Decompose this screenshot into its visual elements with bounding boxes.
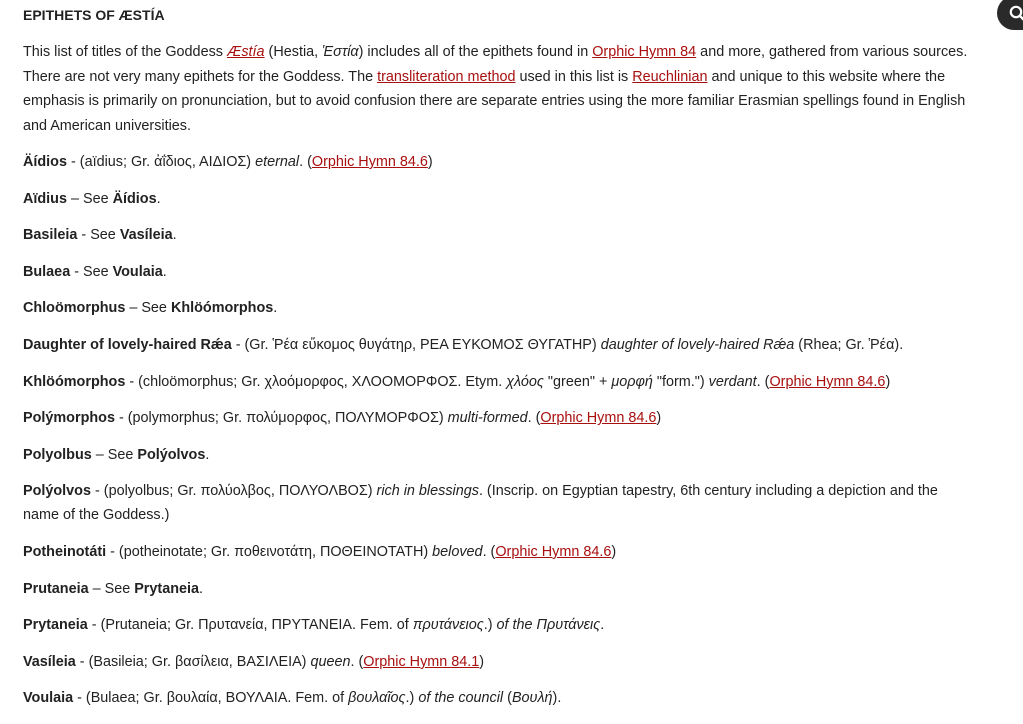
entry-text: - (aïdius; Gr. ἀΐδιος, ΑΙΔΙΟΣ) (66, 154, 256, 170)
see-reference: Äídios (112, 190, 157, 207)
intro-text: ) includes all of the epithets found in (358, 44, 593, 60)
orphic-hymn-link[interactable]: Orphic Hymn 84.6 (311, 154, 428, 170)
epithet-definition: of the Πρυτάνεις (496, 617, 601, 634)
epithet-term: Khlöómorphos (23, 373, 126, 390)
epithet-term: Äídios (23, 154, 67, 170)
entry-text: – See (125, 300, 171, 317)
entry-text: - See (70, 263, 113, 280)
entry-text: ( (503, 690, 512, 707)
entry-text: - (potheinotate; Gr. ποθεινοτάτη, ΠΟΘΕΙΝΟΤΑΤΗ) (106, 543, 433, 560)
entry-text: . (600, 617, 605, 634)
entry-text: "green" + (543, 373, 612, 390)
entry-text: - (Gr. Ῥέα εὔκομος θυγάτηρ, ΡΕΑ ΕΥΚΟΜΟΣ ΘΥΓΑΤΗΡ) (231, 336, 601, 353)
entry-text: . (Inscrip. on Egyptian tapestry, 6th century including a depiction and the name of the Goddess.) (23, 483, 938, 524)
epithet-term: Polyolbus (23, 446, 92, 463)
intro-text: used in this list is (515, 68, 633, 85)
epithet-entry-potheinotati (23, 540, 968, 564)
epithet-definition: of the council (418, 690, 504, 707)
entry-text: ) (656, 410, 662, 427)
epithet-term: Prytaneia (23, 617, 88, 634)
epithet-term: Bulaea (23, 263, 71, 280)
entry-text: . (162, 263, 167, 280)
entry-text: ) (885, 373, 891, 390)
epithet-term: Potheinotáti (23, 543, 107, 560)
entry-text: . (273, 300, 278, 317)
epithet-term: Aïdius (23, 190, 67, 207)
epithet-term: Polýolvos (23, 483, 91, 500)
entry-text: ). (552, 690, 562, 707)
epithet-entry-khloomorphos (23, 370, 968, 394)
intro-text: and unique to this website where the emphasis is primarily on pronunciation, but to avoid confusion there are separate entries using the more familiar Erasmian spellings found in English and American universities. (23, 68, 966, 134)
orphic-hymn-link[interactable]: Orphic Hymn 84.6 (540, 410, 657, 427)
epithet-definition: daughter of lovely-haired Rǽa (600, 336, 795, 353)
greek-word: μορφή (611, 373, 653, 390)
epithet-term: Voulaia (23, 690, 74, 707)
orphic-hymn-link[interactable]: Orphic Hymn 84.1 (363, 653, 480, 670)
greek-word: πρυτάνειος (412, 617, 484, 634)
see-reference: Voulaia (112, 263, 163, 280)
epithet-entry-prutaneia (23, 577, 968, 601)
entry-text: – See (91, 446, 138, 463)
epithet-entry-polyolbus (23, 443, 968, 467)
entry-text: . (199, 580, 203, 597)
entry-text: . (172, 227, 177, 244)
epithet-entry-polymorphos (23, 406, 968, 430)
entry-text: .) (405, 690, 419, 707)
entry-text: - (Prutaneia; Gr. Πρυτανεία, ΠΡΥΤΑΝΕΙΑ. Fem. of (87, 617, 413, 634)
entry-text: ) (479, 653, 485, 670)
epithet-definition: eternal (255, 154, 300, 170)
epithet-list (23, 150, 968, 723)
epithet-entry-prytaneia (23, 613, 968, 637)
search-button[interactable] (997, 0, 1023, 30)
epithet-definition: rich in blessings (376, 483, 479, 500)
entry-text: – See (66, 190, 113, 207)
entry-text: . (205, 446, 210, 463)
search-icon (1009, 5, 1023, 23)
entry-text: "form.") (652, 373, 709, 390)
see-reference: Vasíleia (119, 227, 173, 244)
epithet-entry-chloomorphus (23, 296, 968, 320)
epithet-term: Chloömorphus (23, 300, 126, 317)
epithet-entry-voulaia (23, 686, 968, 710)
intro-text: and more, gathered from various sources. There are not very many epithets for the Goddess. The (23, 44, 968, 85)
epithet-entry-daughter (23, 333, 968, 357)
entry-text: . ( (756, 373, 770, 390)
entry-text: - (Basileia; Gr. βασίλεια, ΒΑΣΙΛΕΙΑ) (75, 653, 311, 670)
greek-word: βουλαῖος (348, 690, 406, 707)
epithet-entry-aidius (23, 187, 968, 211)
greek-word: Βουλή (511, 690, 553, 707)
epithet-term: Daughter of lovely-haired Rǽa (23, 336, 232, 353)
reuchlinian-link[interactable]: Reuchlinian (632, 68, 708, 85)
see-reference: Khlöómorphos (170, 300, 274, 317)
intro-paragraph (23, 40, 968, 138)
epithet-entry-aidios (23, 150, 968, 174)
epithet-definition: queen (310, 653, 351, 670)
entry-text: - (polyolbus; Gr. πολύολβος, ΠΟΛΥΟΛΒΟΣ) (90, 483, 377, 500)
epithet-term: Vasíleia (23, 653, 76, 670)
entry-text: ) (427, 154, 433, 170)
entry-text: - (polymorphus; Gr. πολύμορφος, ΠΟΛΥΜΟΡΦΟΣ) (114, 410, 448, 427)
see-reference: Polýolvos (137, 446, 206, 463)
epithet-entry-vasileia (23, 650, 968, 674)
epithet-definition: multi-formed (447, 410, 528, 427)
aestia-link[interactable]: Æstía (226, 44, 265, 60)
entry-text: . ( (299, 154, 312, 170)
entry-text: (Rhea; Gr. Ῥέα). (794, 336, 904, 353)
see-reference: Prytaneia (134, 580, 199, 597)
page-title: EPITHETS OF ÆSTÍA (23, 7, 165, 23)
orphic-hymn-84-link[interactable]: Orphic Hymn 84 (592, 44, 697, 60)
intro-text: (Hestia, (264, 44, 323, 60)
epithet-term: Basileia (23, 227, 78, 244)
epithet-term: Polýmorphos (23, 410, 115, 427)
orphic-hymn-link[interactable]: Orphic Hymn 84.6 (769, 373, 886, 390)
greek-word: χλόος (506, 373, 544, 390)
entry-text: - (Bulaea; Gr. βουλαία, ΒΟΥΛΑΙΑ. Fem. of (73, 690, 349, 707)
entry-text: - See (77, 227, 120, 244)
entry-text: . (156, 190, 161, 207)
entry-text: - (chloömorphus; Gr. χλοόμορφος, ΧΛΟΟΜΟΡΦΟΣ. Etym. (125, 373, 507, 390)
epithet-entry-bulaea (23, 260, 968, 284)
entry-text: ) (611, 543, 617, 560)
epithet-term: Prutaneia (23, 580, 89, 597)
greek-hestia: Ἑστία (322, 44, 359, 60)
entry-text: . ( (527, 410, 541, 427)
entry-text: .) (483, 617, 497, 634)
transliteration-method-link[interactable]: transliteration method (377, 68, 516, 85)
entry-text: – See (88, 580, 135, 597)
epithet-definition: beloved (432, 543, 483, 560)
intro-text: This list of titles of the Goddess (23, 44, 227, 60)
epithet-entry-polyolvos (23, 479, 968, 527)
entry-text: . ( (350, 653, 364, 670)
entry-text: . ( (482, 543, 496, 560)
epithet-definition: verdant (708, 373, 757, 390)
epithet-entry-basileia (23, 223, 968, 247)
orphic-hymn-link[interactable]: Orphic Hymn 84.6 (495, 543, 612, 560)
